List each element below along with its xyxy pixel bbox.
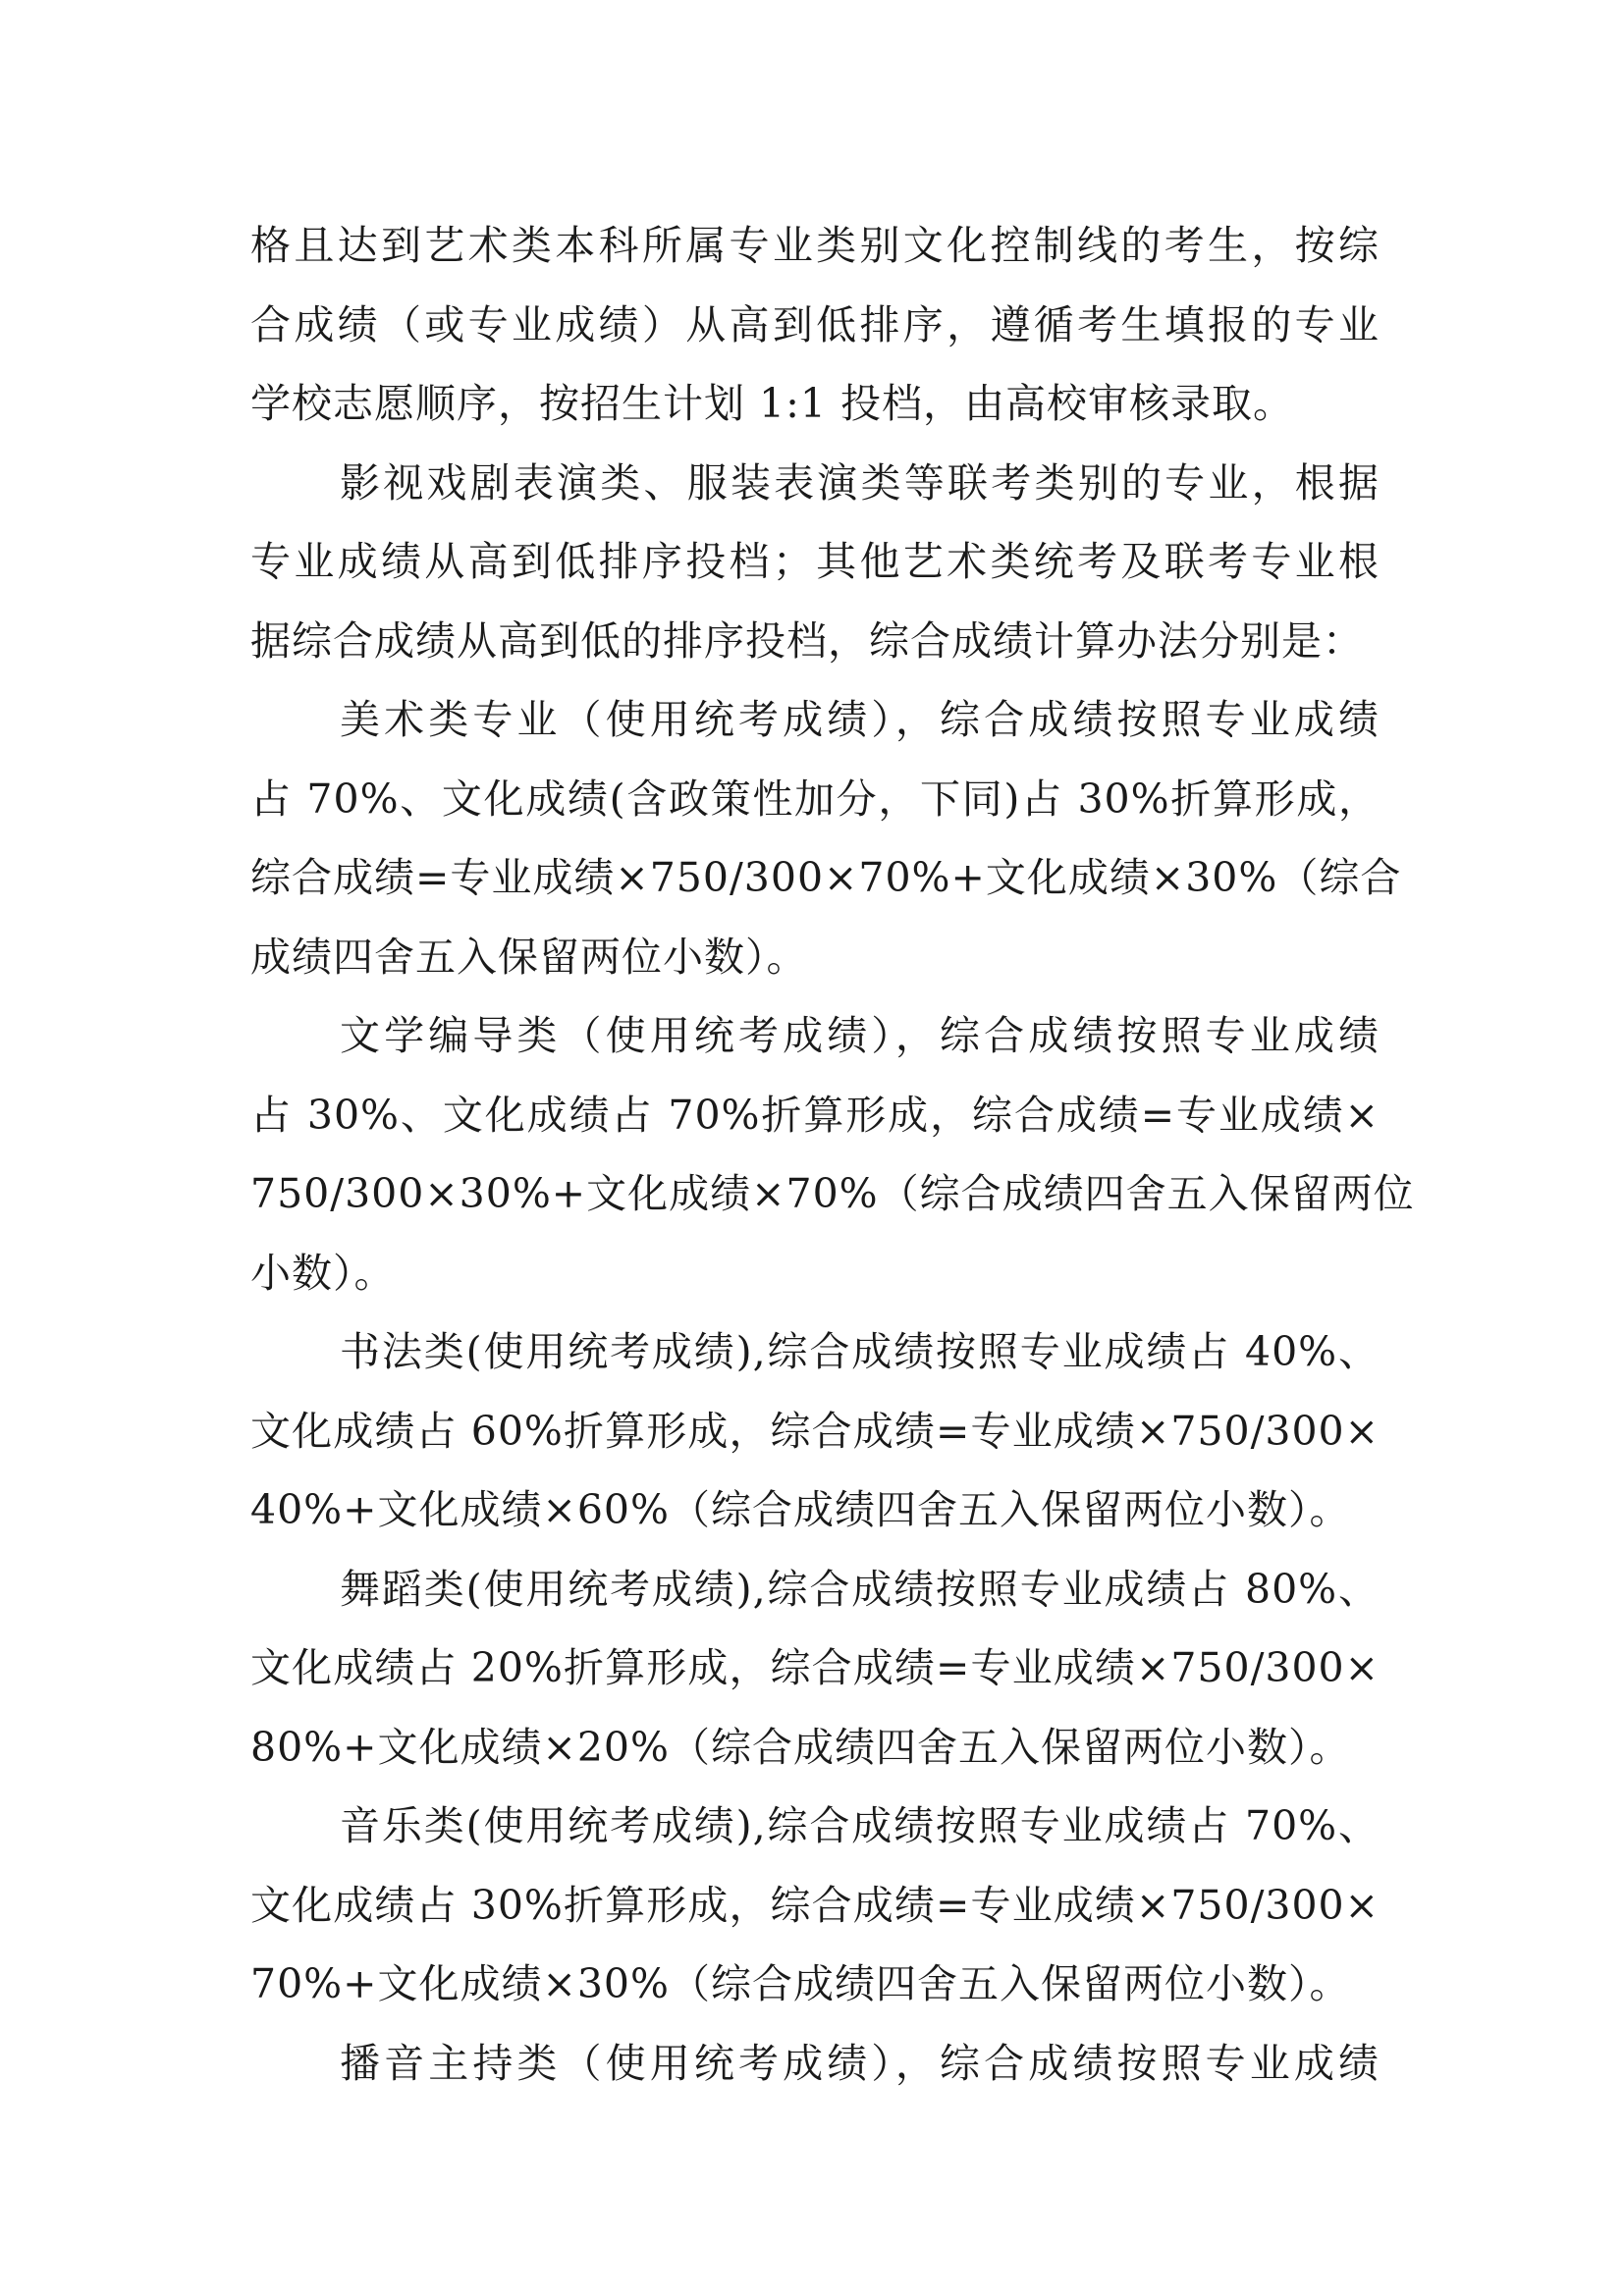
text-line: 舞蹈类(使用统考成绩),综合成绩按照专业成绩占 80%、 (340, 1565, 1380, 1613)
text-line: 据综合成绩从高到低的排序投档，综合成绩计算办法分别是： (250, 616, 1364, 665)
text-line: 综合成绩=专业成绩×750/300×70%+文化成绩×30%（综合 (250, 854, 1402, 901)
paragraph-literature-directing (250, 996, 1415, 1312)
text-line: 学校志愿顺序，按招生计划 1:1 投档，由高校审核录取。 (250, 380, 1295, 427)
text-line: 专业成绩从高到低排序投档；其他艺术类统考及联考专业根 (250, 538, 1380, 585)
text-line: 文化成绩占 60%折算形成，综合成绩=专业成绩×750/300× (250, 1407, 1380, 1455)
text-line: 影视戏剧表演类、服装表演类等联考类别的专业，根据 (340, 458, 1380, 507)
text-line: 格且达到艺术类本科所属专业类别文化控制线的考生，按综 (250, 222, 1380, 269)
paragraph-dance (250, 1550, 1380, 1788)
text-line: 美术类专业（使用统考成绩），综合成绩按照专业成绩 (340, 696, 1380, 743)
text-line: 文化成绩占 20%折算形成，综合成绩=专业成绩×750/300× (250, 1644, 1380, 1691)
paragraph-fine-arts (250, 680, 1402, 996)
text-line: 80%+文化成绩×20%（综合成绩四舍五入保留两位小数）。 (250, 1723, 1351, 1771)
paragraph-music (250, 1787, 1380, 2024)
text-line: 占 70%、文化成绩(含政策性加分，下同)占 30%折算形成， (250, 774, 1380, 823)
text-line: 文学编导类（使用统考成绩），综合成绩按照专业成绩 (340, 1012, 1380, 1059)
text-line: 合成绩（或专业成绩）从高到低排序，遵循考生填报的专业 (250, 300, 1380, 348)
text-line: 成绩四舍五入保留两位小数）。 (250, 933, 808, 981)
text-line: 播音主持类（使用统考成绩），综合成绩按照专业成绩 (340, 2039, 1380, 2087)
text-line: 70%+文化成绩×30%（综合成绩四舍五入保留两位小数）。 (250, 1960, 1351, 2007)
text-line: 书法类(使用统考成绩),综合成绩按照专业成绩占 40%、 (340, 1328, 1380, 1375)
paragraph-broadcasting-hosting (250, 2024, 1380, 2104)
text-line: 小数）。 (250, 1249, 396, 1297)
paragraph-ranking-rule (250, 206, 1380, 444)
paragraph-calligraphy (250, 1312, 1380, 1550)
text-line: 文化成绩占 30%折算形成，综合成绩=专业成绩×750/300× (250, 1881, 1380, 1929)
document-body (250, 206, 1415, 2103)
text-line: 40%+文化成绩×60%（综合成绩四舍五入保留两位小数）。 (250, 1486, 1351, 1533)
text-line: 占 30%、文化成绩占 70%折算形成，综合成绩=专业成绩× (250, 1091, 1380, 1139)
paragraph-joint-exam (250, 444, 1380, 681)
text-line: 750/300×30%+文化成绩×70%（综合成绩四舍五入保留两位 (250, 1170, 1415, 1217)
text-line: 音乐类(使用统考成绩),综合成绩按照专业成绩占 70%、 (340, 1802, 1380, 1849)
